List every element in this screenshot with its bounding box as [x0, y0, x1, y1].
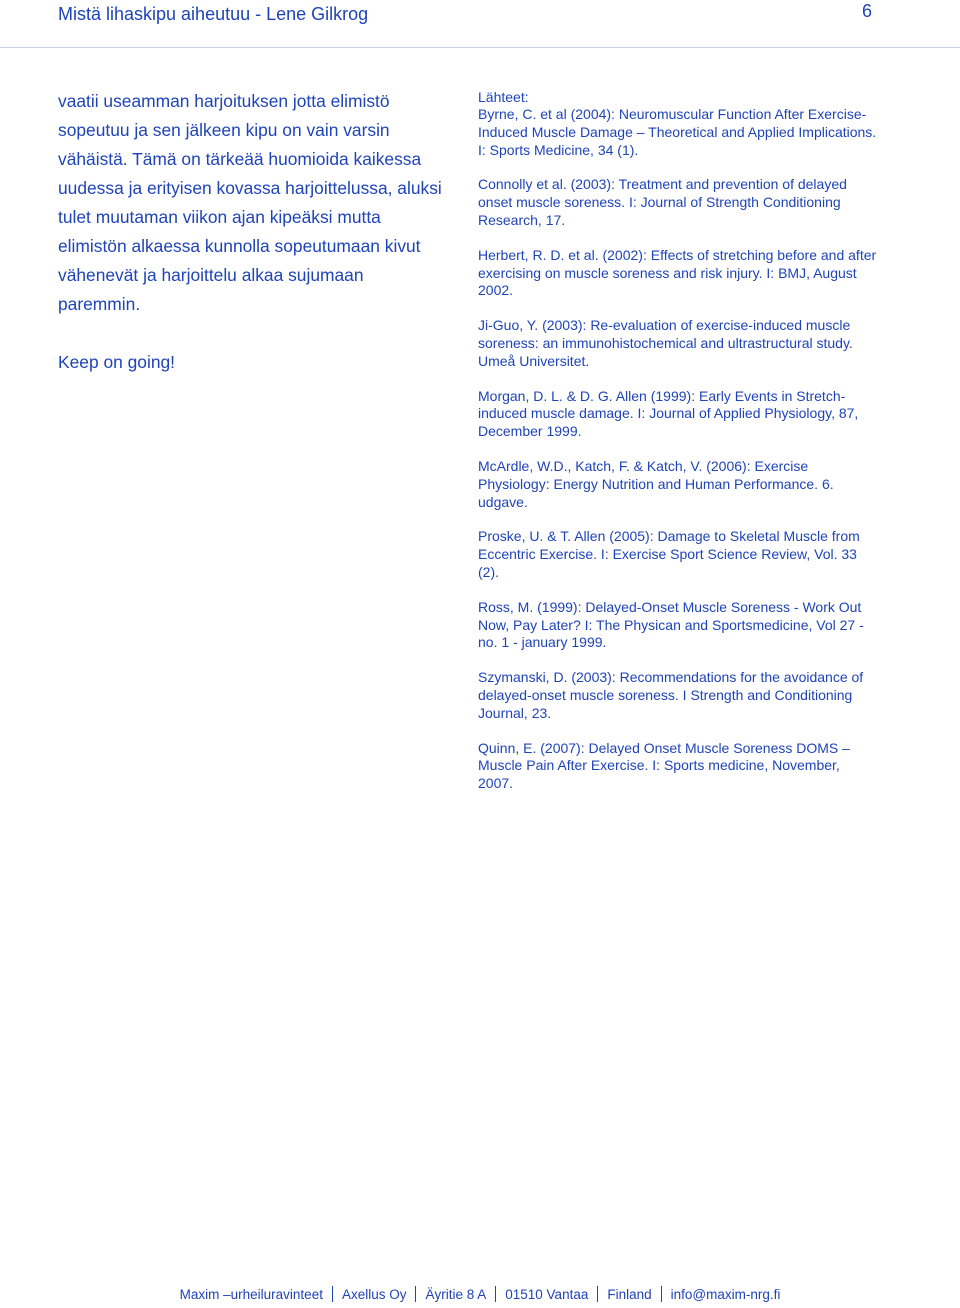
reference-item: Ji-Guo, Y. (2003): Re-evaluation of exercise-induced muscle soreness: an immunohistochemical and ultrastructural study. Umeå Universitet. — [478, 317, 853, 369]
reference-item: Quinn, E. (2007): Delayed Onset Muscle Soreness DOMS – Muscle Pain After Exercise. I: Sports medicine, November, 2007. — [478, 739, 850, 792]
reference-item: Szymanski, D. (2003): Recommendations for the avoidance of delayed-onset muscle soreness. I Strength and Conditioning Journal, 23. — [478, 669, 864, 721]
references-column — [478, 88, 878, 810]
references-heading: Lähteet: — [478, 89, 529, 105]
reference-item: Connolly et al. (2003): Treatment and prevention of delayed onset muscle soreness. I: Journal of Strength Conditioning Research, 17. — [478, 176, 847, 228]
footer-street: Äyritie 8 A — [425, 1287, 487, 1302]
footer-country: Finland — [607, 1287, 652, 1302]
header-divider — [0, 47, 960, 48]
footer-postal: 01510 Vantaa — [505, 1287, 589, 1302]
reference-item: Morgan, D. L. & D. G. Allen (1999): Early Events in Stretch-induced muscle damage. I: Journal of Applied Physiology, 87, December 1999. — [478, 387, 859, 440]
footer-email[interactable]: info@maxim-nrg.fi — [670, 1287, 781, 1302]
page-footer — [0, 1286, 960, 1304]
reference-item: Herbert, R. D. et al. (2002): Effects of stretching before and after exercising on muscle soreness and risk injury. I: BMJ, August 2002. — [478, 246, 877, 299]
footer-company: Maxim –urheiluravinteet — [179, 1287, 323, 1302]
footer-business: Axellus Oy — [341, 1287, 407, 1302]
reference-item: Proske, U. & T. Allen (2005): Damage to Skeletal Muscle from Eccentric Exercise. I: Exercise Sport Science Review, Vol. 33 (2). — [478, 528, 860, 580]
document-title: Mistä lihaskipu aiheutuu - Lene Gilkrog — [58, 4, 369, 24]
body-paragraph: vaatii useamman harjoituksen jotta elimistö sopeutuu ja sen jälkeen kipu on vain varsin vähäistä. Tämä on tärkeää huomioida kaikessa uudessa ja erityisen kovassa harjoittelussa, aluksi tulet muutaman viikon ajan kipeäksi mutta elimistön alkaessa kunnolla sopeutumaan kivut vähenevät ja harjoittelu alkaa sujumaan paremmin. — [58, 91, 442, 314]
page-header — [0, 0, 960, 48]
closing-line: Keep on going! — [58, 352, 176, 372]
reference-item: McArdle, W.D., Katch, F. & Katch, V. (2006): Exercise Physiology: Energy Nutrition and Human Performance. 6. udgave. — [478, 457, 834, 510]
reference-item: Ross, M. (1999): Delayed-Onset Muscle Soreness - Work Out Now, Pay Later? I: The Physican and Sportsmedicine, Vol 27 - no. 1 - january 1999. — [478, 598, 864, 651]
reference-item: Byrne, C. et al (2004): Neuromuscular Function After Exercise-Induced Muscle Damage – Theoretical and Applied Implications. I: Sports Medicine, 34 (1). — [478, 106, 877, 158]
main-text-column — [58, 87, 450, 377]
page-number: 6 — [861, 1, 872, 21]
